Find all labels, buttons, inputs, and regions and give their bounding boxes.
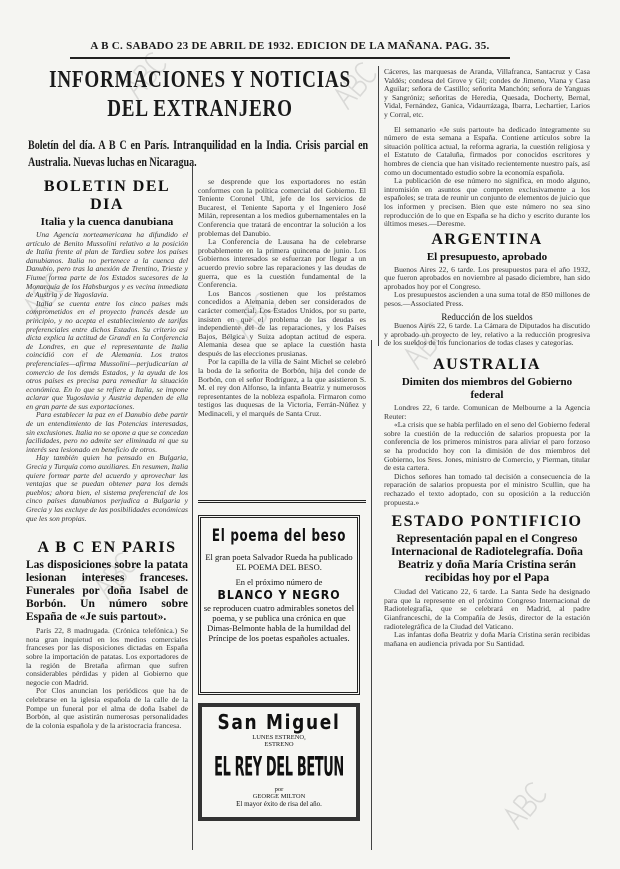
article-paragraph: Ciudad del Vaticano 22, 6 tarde. La Santa Sede ha designado para que la represente en el próximo Congreso Internacional de Radiotelegrafía, que se celebrará en Madrid, al padre Gianfranceschi, de la Compañía de Jesús, director de la estación radiotelegráfica de la Ciudad del Vaticano. (384, 587, 590, 631)
advert-text: El mayor éxito de risa del año. (236, 800, 322, 808)
advert-san-miguel (198, 703, 360, 821)
advert-text: En el próximo número de (235, 577, 323, 587)
paris-deck: Las disposiciones sobre la patata lesionan intereses franceses. Funerales por doña Isabel de Borbón. Un número sobre España de «Je suis partout». (26, 559, 188, 624)
article-paragraph: Por la capilla de la villa de Saint Michel se celebró la boda de la señorita de Borbón, hija del conde de Borbón, con el señor Rodríguez, a la que asistieron S. M. el rey don Alfonso, la infanta Beatriz y numerosos representantes de la nobleza española. Firmaron como testigos las duquesas de la Victoria, Ferrán-Núñez y Medinaceli, y el marqués de Santa Cruz. (198, 357, 366, 419)
pontificio-subheading: Representación papal en el Congreso Internacional de Radiotelegrafía. Doña Beatriz y doña María Cristina serán recibidas hoy por el Papa (391, 533, 583, 585)
australia-subheading: Dimiten dos miembros del Gobierno federal (401, 376, 573, 402)
article-paragraph: Italia se cuenta entre los cinco países más comprometidos en el proyecto francés desde un principio, y no acepta el establecimiento de tarifas preferenciales entre dichos Estados. Su criterio así dicta explica la actitud de Grandi en la Conferencia de Londres, en que el representante de Italia coincidió con el de Alemania. Los tratos preferenciales—afirma Mussolini—perjudicarían al comercio de los demás Estados, y la ayuda de los otros países es precisa para remediar la situación económica. En lo que se refiere a Italia, se impone aclarar que Yugoslavia y Austria dependen de ella en gran parte de sus exportaciones. (26, 298, 188, 411)
advert-feature: EL REY DEL BETUN (214, 751, 344, 783)
advert-text: por (274, 786, 284, 793)
advert-text: LUNES ESTRENO, (252, 734, 306, 741)
summary-deck: Boletín del día. A B C en París. Intranquilidad en la India. Crisis parcial en Australia. Nuevas luchas en Nicaragua. (28, 137, 369, 169)
article-paragraph: Dichos señores han tomado tal decisión a consecuencia de la reparación de salarios propuesta por el ministro Scullin, que ha rechazado el texto adoptado, con su oposición a la reducción propuesta.» (384, 471, 590, 507)
article-paragraph: Hay también quien ha pensado en Bulgaria, Grecia y Turquía como auxiliares. En resumen, Italia quiere formar parte del acuerdo y aprovechar las ventajas que se puedan obtener para los demás pueblos; ahora bien, el sistema preferencial de los cinco países danubianos perjudica a Bulgaria y Grecia y las excluye de las posibilidades económicas que les son propias. (26, 453, 188, 523)
article-paragraph: Cáceres, las marquesas de Aranda, Villafranca, Santacruz y Casa Valdés; condesa del Grove y Gil; condes de Jimeno, Viana y Casa Aguilar; señora de Castillo; señorita Manchón; señora de Yanguas y Sangróniz; señoritas de Heredia, Quesada, Docherty, Bernal, Vidal, Fernández, Ganica, Vidaurrázaga, Ibarra, Lechartier, Larios y Corral, etc. (384, 68, 590, 119)
advert-text: El gran poeta Salvador Rueda ha publicado EL POEMA DEL BESO. (205, 552, 353, 572)
header-rule (70, 57, 510, 59)
column-1 (26, 176, 188, 852)
page-header: A B C. SABADO 23 DE ABRIL DE 1932. EDICION DE LA MAÑANA. PAG. 35. (90, 40, 490, 52)
column-rule (192, 160, 193, 850)
divider (198, 500, 366, 503)
argentina-subheading-2: Reducción de los sueldos (441, 311, 533, 322)
advert-title: El poema del beso (211, 526, 347, 546)
column-rule (371, 340, 372, 850)
article-paragraph: Buenos Aires 22, 6 tarde. Los presupuestos para el año 1932, que fueron aprobados en noviembre al pasado diciembre, han sido aprobados hoy por el Congreso. (384, 264, 590, 291)
paris-heading: A B C EN PARIS (37, 539, 177, 557)
article-paragraph: Una Agencia norteamericana ha difundido el artículo de Benito Mussolini relativo a la posición de Italia frente al plan de Tardieu sobre los países danubianos. Italia no pertenece a la cuenca del Danubio, pero tras la anexión de Trentino, Trieste y Fiume forma parte de los Estados sucesores de la Monarquía de los Habsburgos y es vecina inmediata de Austria y de Yugoslavia. (26, 230, 188, 300)
advert-text: GEORGE MILTON (252, 793, 306, 800)
argentina-heading: ARGENTINA (431, 230, 543, 248)
article-paragraph: «La crisis que se había perfilado en el seno del Gobierno federal sobre la cuestión de la reducción de salarios propuesta por la conferencia de los primeros ministros para aliviar el paro forzoso se ha producido hoy con la dimisión de dos miembros del Gobierno, los Sres. Jones, ministro de Comercio, y Pierman, titular de esta cartera. (384, 420, 590, 473)
advert-text: ESTRENO (264, 741, 294, 748)
article-paragraph: Para establecer la paz en el Danubio debe partir de un entendimiento de las Potencias interesadas, sin exclusiones. Italia no se opone a que se concedan facilidades, pero no admite ser eliminada ni que su interés sea lesionado en beneficio de otros. (26, 410, 188, 454)
article-paragraph: París 22, 8 madrugada. (Crónica telefónica.) Se nota gran inquietud en los medios comerciales franceses por las disposiciones dictadas en España sobre la importación de patatas. Los exportadores de la región de Bretaña afirman que sufren considerables pérdidas y piden al Gobierno que negocie con Madrid. (26, 626, 188, 687)
main-title (25, 66, 375, 124)
article-paragraph: La Conferencia de Lausana ha de celebrarse probablemente en la primera quincena de junio. Los Gobiernos interesados se esfuerzan por llegar a un acuerdo previo sobre las reparaciones y las deudas de guerra, que es la cuestión fundamental de la Conferencia. (198, 237, 366, 290)
article-paragraph: se desprende que los exportadores no están conformes con la política comercial del Gobierno. El Teniente Coronel Uhl, jefe de los servicios de Bucarest, el Teniente Saporta y el Ingeniero José Milán, representan a los medios gubernamentales en la Conferencia que tratará de encontrar la solución a los problemas del Danubio. (198, 178, 366, 238)
column-3 (384, 68, 590, 853)
article-paragraph: Por Clos anuncian los periódicos que ha de celebrarse en la iglesia española de la calle de la Pompe un funeral por el alma de doña Isabel de Borbón, al que asistirán numerosas personalidades de la colonia española y de la aristocracia francesa. (26, 686, 188, 730)
advert-brand: BLANCO Y NEGRO (217, 588, 341, 602)
article-paragraph: Los presupuestos ascienden a una suma total de 850 millones de pesos.—Associated Press. (384, 290, 590, 309)
main-title-line1: INFORMACIONES Y NOTICIAS (49, 67, 351, 93)
boletin-subheading: Italia y la cuenca danubiana (40, 216, 174, 228)
advert-text: se reproducen cuatro admirables sonetos del poema, y se publica una crónica en que Dimas-Belmonte habla de la humildad del Príncipe de los poetas españoles actuales. (203, 603, 355, 643)
article-paragraph: Buenos Aires 22, 6 tarde. La Cámara de Diputados ha discutido y aprobado un proyecto de ley, relativo a la reducción progresiva de los sueldos de los funcionarios de todas clases y categorías. (384, 321, 590, 348)
advert-title: San Miguel (217, 710, 341, 734)
column-rule (378, 66, 379, 346)
article-paragraph: Londres 22, 6 tarde. Comunican de Melbourne a la Agencia Reuter: (384, 403, 590, 421)
boletin-heading: BOLETIN DEL DIA (43, 178, 171, 213)
main-title-line2: DEL EXTRANJERO (107, 96, 293, 122)
australia-heading: AUSTRALIA (433, 356, 541, 374)
pontificio-heading: ESTADO PONTIFICIO (391, 513, 583, 531)
article-paragraph: La publicación de ese número no significa, en modo alguno, intromisión en asuntos que competen exclusivamente a los españoles; se trata de reunir un conjunto de elementos de juicio que los informen y precisen. Bien que este número no sea sino reproducción de lo que en España se ha dicho y escrito durante los últimos meses.—Deresme. (384, 176, 590, 229)
advert-poema-del-beso (198, 515, 360, 695)
article-paragraph: El semanario «Je suis partout» ha dedicado íntegramente su número de esta semana a España. Contiene artículos sobre la situación política actual, la reforma agraria, la cuestión religiosa y el Estatuto de Cataluña, firmados por conocidos escritores y hombres de ciencia que han visitado recientemente nuestro país, así como un documentado estudio sobre la economía española. (384, 124, 590, 177)
argentina-subheading: El presupuesto, aprobado (426, 250, 548, 263)
column-2 (198, 178, 366, 494)
article-paragraph: Las infantas doña Beatriz y doña María Cristina serán recibidas mañana en audiencia privada por Su Santidad. (384, 630, 590, 648)
article-paragraph: Los Bancos sostienen que los préstamos concedidos a Alemania deben ser considerados de carácter comercial. Los Estados Unidos, por su parte, insisten en que el problema de las deudas es independiente del de las reparaciones, y los Países Bajos, Bélgica y Suiza adoptan actitud de espera. Alemania desea que se aplace la cuestión hasta después de las elecciones prusianas. (198, 288, 366, 358)
